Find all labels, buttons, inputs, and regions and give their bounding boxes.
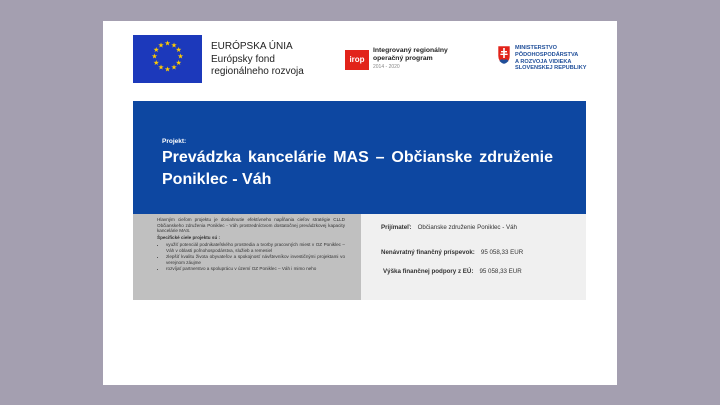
svg-text:★: ★	[151, 52, 158, 61]
specific-goals-title: Špecifické ciele projektu sú :	[157, 235, 221, 241]
svg-text:★: ★	[157, 63, 165, 72]
eu-line-3: regionálneho rozvoja	[211, 66, 304, 77]
eu-support-row	[383, 268, 522, 275]
svg-text:★: ★	[164, 39, 171, 48]
ministry-line-4: SLOVENSKEJ REPUBLIKY	[515, 65, 587, 72]
ministry-line-2: PÔDOHOSPODÁRSTVA	[515, 51, 579, 58]
irop-line-1: Integrovaný regionálny	[373, 47, 448, 54]
svg-text:★: ★	[157, 41, 165, 50]
goals-text	[157, 217, 345, 272]
grant-value: 95 058,33 EUR	[480, 249, 524, 256]
ministry-line-3: A ROZVOJA VIDIEKA	[515, 58, 572, 65]
eu-support-value: 95 058,33 EUR	[479, 268, 522, 275]
project-title: Prevádzka kancelárie MAS – Občianske združenie Poniklec - Váh	[162, 149, 553, 188]
svg-text:★: ★	[175, 59, 182, 67]
recipient-label: Prijímateľ:	[381, 224, 412, 231]
recipient-row	[381, 224, 517, 231]
grant-row	[381, 249, 523, 256]
eu-support-label: Výška finančnej podpory z EÚ:	[383, 268, 474, 275]
eu-line-2: Európsky fond	[211, 53, 275, 65]
slovak-coat-of-arms-icon	[497, 45, 511, 65]
svg-text:★: ★	[170, 63, 178, 72]
recipient-value: Občianske združenie Poniklec - Váh	[417, 224, 517, 231]
specific-goals-list	[157, 242, 345, 271]
irop-logo: irop	[345, 50, 369, 70]
irop-text	[373, 47, 448, 71]
irop-line-2: operačný program	[373, 55, 433, 62]
ministry-line-1: MINISTERSTVO	[515, 45, 557, 51]
eu-flag-logo	[133, 35, 202, 83]
eu-line-1: EURÓPSKA ÚNIA	[211, 41, 293, 52]
svg-text:★: ★	[164, 65, 171, 74]
main-goal: Hlavným cieľom projektu je dosiahnutie efektívneho napĺňania cieľov stratégie CLLD Občianskeho združenia Poniklec - Váh prostredníctvom dostatočnej prevádzkovej kapacity kancelárie MAS.	[157, 217, 345, 234]
list-item: • rozvíjať partnerstvo a spoluprácu v území OZ Poniklec – Váh i mimo neho	[166, 266, 345, 272]
list-item: • zlepšiť kvalitu života obyvateľov a spokojnosť návštevníkov investičnými projektami vo verejnom záujme	[166, 254, 345, 265]
eu-stars-icon	[133, 35, 202, 83]
eu-fund-text	[211, 41, 304, 79]
svg-text:★: ★	[177, 52, 184, 61]
svg-text:★: ★	[153, 59, 160, 67]
irop-years: 2014 - 2020	[373, 64, 400, 70]
svg-text:★: ★	[175, 46, 182, 54]
svg-text:★: ★	[170, 41, 178, 50]
list-item: • využiť potenciál podnikateľského prostredia a tvorby pracovných miest v OZ Poniklec – Váh v oblasti poľnohospodárstva, služieb a remesiel	[166, 242, 345, 253]
svg-text:★: ★	[153, 46, 160, 54]
project-label: Projekt:	[162, 138, 187, 145]
grant-label: Nenávratný finančný príspevok:	[381, 249, 475, 256]
ministry-text	[515, 45, 587, 72]
